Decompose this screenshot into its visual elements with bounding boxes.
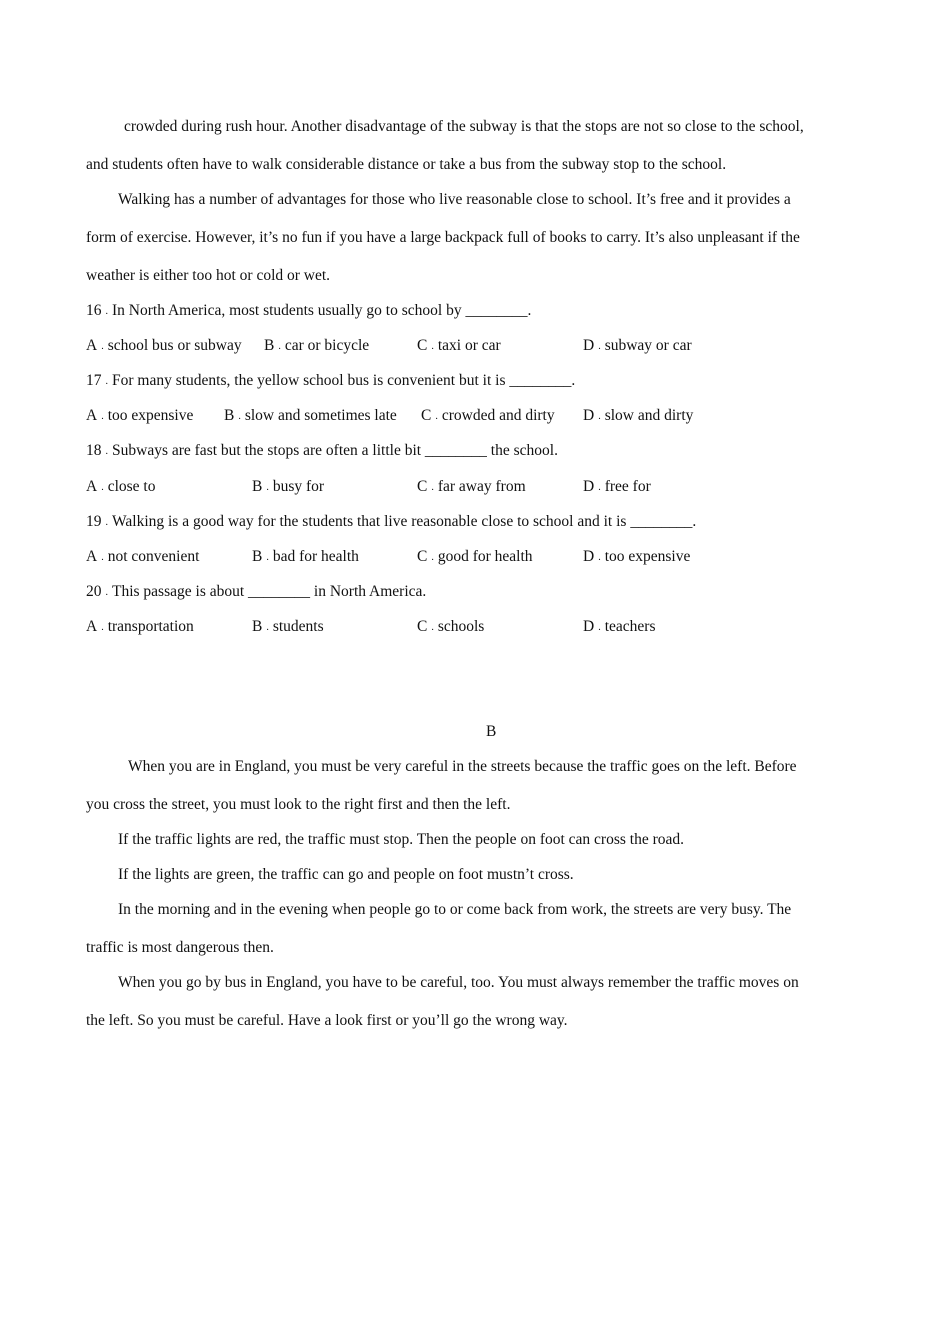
option-a[interactable]: A . too expensive <box>86 407 194 424</box>
passage-b-p4-line2: traffic is most dangerous then. <box>86 939 274 956</box>
question-number: 20 <box>86 583 102 600</box>
passage-b-p1-line1: When you are in England, you must be very careful in the streets because the traffic goes on the left. Before <box>128 758 797 775</box>
option-c[interactable]: C . far away from <box>417 478 526 495</box>
passage-a-p1-line2: and students often have to walk considerable distance or take a bus from the subway stop to the school. <box>86 156 727 173</box>
option-c[interactable]: C . good for health <box>417 548 533 565</box>
question-stem: This passage is about ________ in North America. <box>112 583 427 600</box>
section-heading-b: B <box>486 723 497 740</box>
option-d[interactable]: D . too expensive <box>583 548 691 565</box>
option-c[interactable]: C . taxi or car <box>417 337 501 354</box>
passage-b-p2: If the traffic lights are red, the traffic must stop. Then the people on foot can cross the road. <box>118 831 684 848</box>
question-stem: Subways are fast but the stops are often a little bit ________ the school. <box>112 442 558 459</box>
passage-b-p5-line1: When you go by bus in England, you have to be careful, too. You must always remember the traffic moves on <box>118 974 799 991</box>
option-a[interactable]: A . transportation <box>86 618 194 635</box>
passage-a-p2-line2: form of exercise. However, it’s no fun if you have a large backpack full of books to carry. It’s also unpleasant if the <box>86 229 800 246</box>
question-number: 16 <box>86 302 102 319</box>
option-a[interactable]: A . close to <box>86 478 156 495</box>
passage-b-p4-line1: In the morning and in the evening when people go to or come back from work, the streets are very busy. The <box>118 901 792 918</box>
option-d[interactable]: D . teachers <box>583 618 656 635</box>
option-b[interactable]: B . bad for health <box>252 548 359 565</box>
question-stem: For many students, the yellow school bus is convenient but it is ________. <box>112 372 576 389</box>
question-number: 17 <box>86 372 102 389</box>
question-stem: In North America, most students usually go to school by ________. <box>112 302 532 319</box>
option-b[interactable]: B . slow and sometimes late <box>224 407 397 424</box>
question-stem: Walking is a good way for the students that live reasonable close to school and it is ________. <box>112 513 697 530</box>
passage-b-p5-line2: the left. So you must be careful. Have a look first or you’ll go the wrong way. <box>86 1012 568 1029</box>
question-number: 18 <box>86 442 102 459</box>
option-b[interactable]: B . busy for <box>252 478 325 495</box>
option-b[interactable]: B . car or bicycle <box>264 337 370 354</box>
passage-a-p2-line1: Walking has a number of advantages for those who live reasonable close to school. It’s free and it provides a <box>118 191 791 208</box>
question-number: 19 <box>86 513 102 530</box>
passage-a-p2-line3: weather is either too hot or cold or wet. <box>86 267 331 284</box>
question-18: 18 . Subways are fast but the stops are often a little bit ________ the school. <box>86 442 558 459</box>
option-c[interactable]: C . crowded and dirty <box>421 407 555 424</box>
question-17: 17 . For many students, the yellow school bus is convenient but it is ________. <box>86 372 576 389</box>
option-a[interactable]: A . not convenient <box>86 548 200 565</box>
option-d[interactable]: D . slow and dirty <box>583 407 694 424</box>
option-d[interactable]: D . free for <box>583 478 651 495</box>
question-20: 20 . This passage is about ________ in North America. <box>86 583 427 600</box>
option-c[interactable]: C . schools <box>417 618 485 635</box>
option-a[interactable]: A . school bus or subway <box>86 337 242 354</box>
option-b[interactable]: B . students <box>252 618 324 635</box>
question-19: 19 . Walking is a good way for the students that live reasonable close to school and it is ________. <box>86 513 697 530</box>
passage-b-p1-line2: you cross the street, you must look to the right first and then the left. <box>86 796 511 813</box>
passage-a-p1-line1: crowded during rush hour. Another disadvantage of the subway is that the stops are not so close to the school, <box>124 118 804 135</box>
question-16: 16 . In North America, most students usually go to school by ________. <box>86 302 532 319</box>
passage-b-p3: If the lights are green, the traffic can go and people on foot mustn’t cross. <box>118 866 574 883</box>
option-d[interactable]: D . subway or car <box>583 337 692 354</box>
